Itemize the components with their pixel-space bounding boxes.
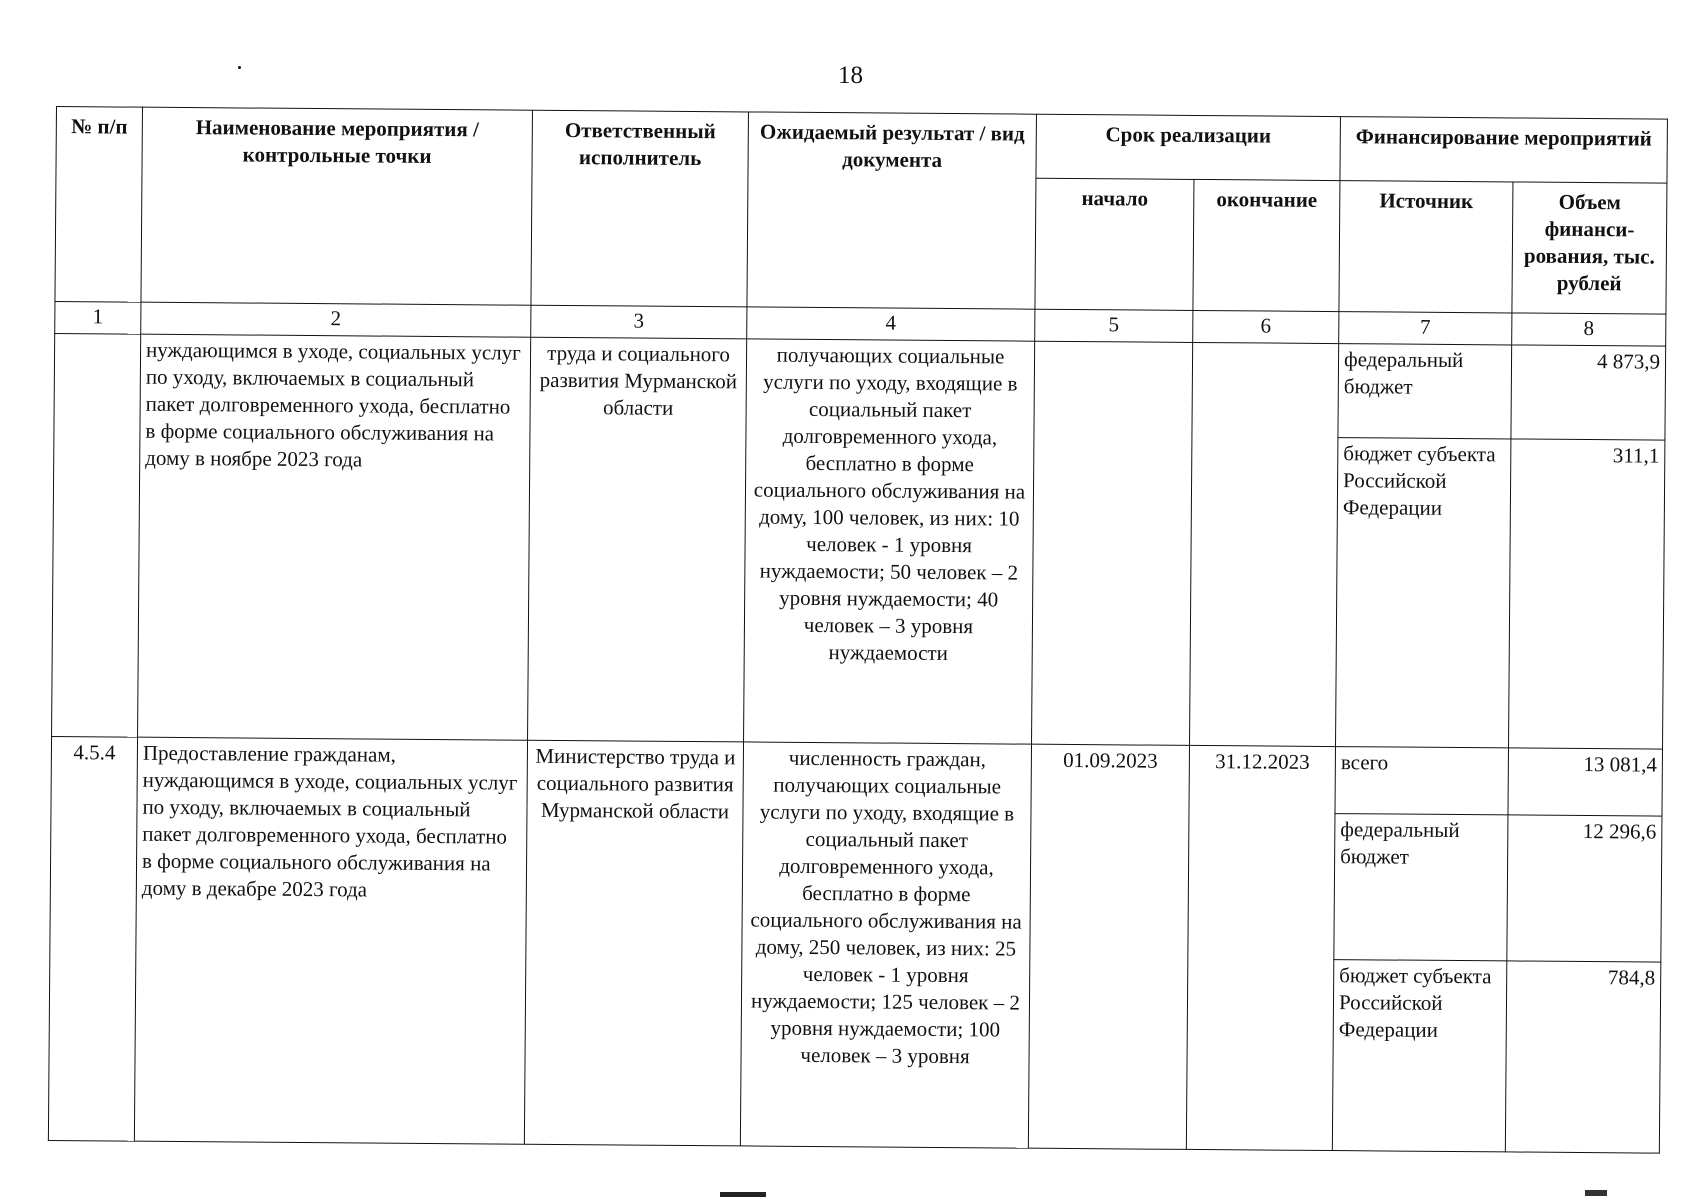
funding-source: федеральный бюджет <box>1334 813 1508 960</box>
header-start: начало <box>1035 179 1194 311</box>
start-date: 01.09.2023 <box>1028 744 1189 1149</box>
row-number <box>52 333 141 737</box>
table-row <box>51 737 1662 816</box>
measure-name: Предоставление гражданам, нуждающимся в уходе, социальных услуг по уходу, включаемых в социальный пакет долговременного ухода, бесплатно в форме социального обслуживания на дому в декабре 2023 года <box>134 737 527 1144</box>
header-name: Наименование мероприятия / контрольные точки <box>141 107 533 305</box>
header-row-1 <box>56 107 1667 184</box>
funding-source: бюджет субъекта Российской Федерации <box>1336 438 1511 749</box>
header-num: № п/п <box>55 107 143 303</box>
table-row <box>54 333 1666 440</box>
scan-speck <box>238 66 241 69</box>
column-number: 8 <box>1512 313 1666 345</box>
column-number: 5 <box>1035 310 1193 342</box>
expected-result: численность граждан, получающих социальные услуги по уходу, входящие в социальный пакет долговременного ухода, бесплатно в форме социального обслуживания на дому, 250 человек, из них: 25 человек - 1 уровня нуждаемости; 125 человек – 2 уровня нуждаемости; 100 человек – 3 уровня <box>740 742 1031 1148</box>
column-number: 2 <box>141 303 531 337</box>
funding-source: всего <box>1335 747 1509 815</box>
column-number: 3 <box>531 306 747 339</box>
measure-name: нуждающимся в уходе, социальных услуг по уходу, включаемых в социальный пакет долговременного ухода, бесплатно в форме социального обслуживания на дому в ноябре 2023 года <box>138 334 531 741</box>
scan-artifact <box>720 1192 766 1197</box>
header-period: Срок реализации <box>1036 114 1340 181</box>
column-number: 7 <box>1339 312 1512 344</box>
row-number: 4.5.4 <box>48 737 137 1141</box>
funding-source: бюджет субъекта Российской Федерации <box>1332 959 1506 1152</box>
responsible-executor: труда и социального развития Мурманской области <box>528 337 747 742</box>
scan-artifact <box>1585 1190 1607 1196</box>
responsible-executor: Министерство труда и социального развития Мурманской области <box>524 740 743 1145</box>
header-end: окончание <box>1193 180 1340 312</box>
header-executor: Ответственный исполнитель <box>531 110 749 307</box>
funding-amount: 13 081,4 <box>1508 748 1663 816</box>
plan-table <box>48 106 1668 1154</box>
header-volume: Объем финанси-рования, тыс. рублей <box>1512 182 1667 314</box>
end-date <box>1190 342 1339 747</box>
funding-amount: 311,1 <box>1509 439 1665 749</box>
document-table-container <box>48 106 1667 1154</box>
page-number: 18 <box>838 62 863 89</box>
expected-result: получающих социальные услуги по уходу, входящие в социальный пакет долговременного ухода, бесплатно в форме социального обслуживания на дому, 100 человек, из них: 10 человек - 1 уровня нуждаемости; 50 человек – 2 уровня нуждаемости; 40 человек – 3 уровня нуждаемости <box>744 338 1035 744</box>
column-number: 4 <box>747 307 1035 340</box>
funding-amount: 4 873,9 <box>1511 344 1666 440</box>
funding-amount: 784,8 <box>1505 961 1660 1153</box>
funding-source: федеральный бюджет <box>1338 343 1512 439</box>
end-date: 31.12.2023 <box>1186 746 1335 1151</box>
header-source: Источник <box>1339 181 1513 313</box>
funding-amount: 12 296,6 <box>1507 815 1662 962</box>
header-result: Ожидаемый результат / вид документа <box>747 112 1037 310</box>
column-number: 1 <box>55 302 141 334</box>
column-number: 6 <box>1193 311 1339 343</box>
header-financing: Финансирование мероприятий <box>1340 117 1667 184</box>
start-date <box>1032 341 1193 746</box>
